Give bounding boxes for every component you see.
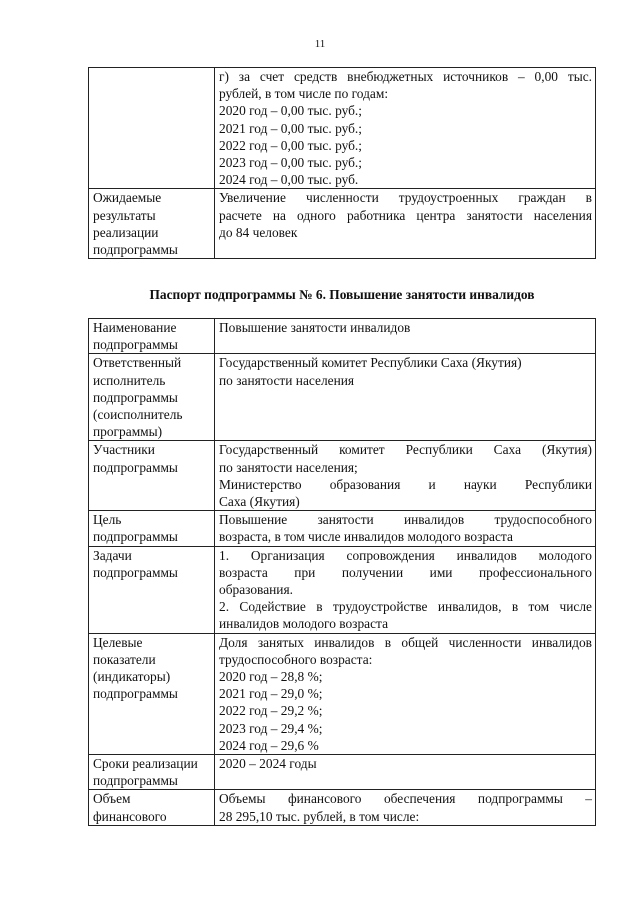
label-line: Задачи	[93, 547, 132, 563]
table-row-expected-results	[89, 189, 596, 259]
text-line: Саха (Якутия)	[219, 494, 300, 510]
text-line: до 84 человек	[219, 224, 298, 240]
text-line: Государственный комитет Республики Саха (Якутия)	[219, 442, 592, 458]
label-line: Цель	[93, 512, 122, 528]
table-row-extrabudgetary-funds	[89, 68, 596, 189]
passport-table-subprogram-6	[88, 318, 596, 826]
text-line: 2024 год – 0,00 тыс. руб.	[219, 172, 359, 188]
text-line: 2. Содействие в трудоустройстве инвалидов, в том числе	[219, 599, 592, 615]
row-label-name	[89, 319, 215, 354]
label-line: Участники	[93, 442, 155, 458]
label-line: Объем	[93, 791, 131, 807]
row-label-expected-results	[89, 189, 215, 259]
text-line: Повышение занятости инвалидов	[219, 320, 411, 335]
table-row-participants	[89, 441, 596, 511]
label-line: подпрограммы	[93, 773, 178, 789]
text-line: расчете на одного работника центра занятости населения	[219, 207, 592, 223]
label-line: подпрограммы	[93, 337, 178, 353]
text-line: 2022 год – 29,2 %;	[219, 703, 323, 719]
row-label-goal	[89, 511, 215, 546]
label-line: реализации	[93, 224, 159, 240]
row-label-participants	[89, 441, 215, 511]
text-line: 2020 год – 28,8 %;	[219, 669, 323, 685]
row-value-tasks	[215, 546, 596, 633]
label-line: (индикаторы)	[93, 669, 171, 685]
text-line: 2021 год – 29,0 %;	[219, 686, 323, 702]
label-line: подпрограммы	[93, 686, 178, 702]
row-label-target-indicators	[89, 633, 215, 754]
row-label-responsible-executor	[89, 354, 215, 441]
label-line: финансового	[93, 808, 167, 824]
text-line: инвалидов молодого возраста	[219, 616, 389, 632]
label-line: показатели	[93, 651, 156, 667]
text-line: 2020 – 2024 годы	[219, 756, 317, 772]
label-line: подпрограммы	[93, 389, 178, 405]
row-value-responsible-executor	[215, 354, 596, 441]
row-value-participants	[215, 441, 596, 511]
text-line: 2023 год – 0,00 тыс. руб.;	[219, 155, 362, 171]
table-row-goal	[89, 511, 596, 546]
text-line: 1. Организация сопровождения инвалидов молодого	[219, 547, 592, 563]
text-line: возраста при получении ими профессионального	[219, 564, 592, 580]
section-title: Паспорт подпрограммы № 6. Повышение занятости инвалидов	[149, 287, 535, 302]
row-label-tasks	[89, 546, 215, 633]
row-value-financing-volume	[215, 790, 596, 825]
text-line: Объемы финансового обеспечения подпрограммы –	[219, 791, 592, 807]
label-line: Целевые	[93, 634, 143, 650]
text-line: возраста, в том числе инвалидов молодого возраста	[219, 529, 513, 545]
text-line: 2022 год – 0,00 тыс. руб.;	[219, 137, 362, 153]
label-line: Сроки реализации	[93, 756, 198, 772]
label-line: подпрограммы	[93, 529, 178, 545]
label-line: подпрограммы	[93, 564, 178, 580]
text-line: образования.	[219, 582, 293, 598]
label-line: результаты	[93, 207, 156, 223]
row-value-implementation-period	[215, 755, 596, 790]
table-row-implementation-period	[89, 755, 596, 790]
label-line: (соисполнитель	[93, 407, 183, 423]
text-line: по занятости населения;	[219, 459, 358, 475]
row-value-goal	[215, 511, 596, 546]
label-line: Ожидаемые	[93, 190, 162, 206]
text-line: Государственный комитет Республики Саха (Якутия)	[219, 355, 522, 371]
text-line: Увеличение численности трудоустроенных граждан в	[219, 190, 592, 206]
row-value-extrabudgetary-funds	[215, 68, 596, 189]
text-line: рублей, в том числе по годам:	[219, 86, 389, 102]
label-line: программы)	[93, 424, 163, 440]
text-line: Министерство образования и науки Республики	[219, 476, 592, 492]
table-row-target-indicators	[89, 633, 596, 754]
label-line: подпрограммы	[93, 459, 178, 475]
table-row-responsible-executor	[89, 354, 596, 441]
table-row-financing-volume	[89, 790, 596, 825]
text-line: 28 295,10 тыс. рублей, в том числе:	[219, 808, 420, 824]
text-line: 2024 год – 29,6 %	[219, 737, 319, 753]
row-value-expected-results	[215, 189, 596, 259]
text-line: Доля занятых инвалидов в общей численности инвалидов	[219, 634, 592, 650]
row-label-empty	[89, 68, 215, 189]
page-number: 11	[314, 38, 326, 50]
label-line: подпрограммы	[93, 242, 178, 258]
row-label-implementation-period	[89, 755, 215, 790]
text-line: 2023 год – 29,4 %;	[219, 720, 323, 736]
text-line: по занятости населения	[219, 372, 355, 388]
label-line: Ответственный	[93, 355, 182, 371]
label-line: исполнитель	[93, 372, 166, 388]
row-value-target-indicators	[215, 633, 596, 754]
text-line: 2021 год – 0,00 тыс. руб.;	[219, 120, 362, 136]
row-label-financing-volume	[89, 790, 215, 825]
label-line: Наименование	[93, 320, 177, 335]
row-value-name	[215, 319, 596, 354]
table-row-tasks	[89, 546, 596, 633]
passport-table-continuation	[88, 67, 596, 259]
text-line: Повышение занятости инвалидов трудоспособного	[219, 512, 592, 528]
text-line: 2020 год – 0,00 тыс. руб.;	[219, 103, 362, 119]
text-line: г) за счет средств внебюджетных источников – 0,00 тыс.	[219, 69, 592, 84]
table-row-name	[89, 319, 596, 354]
text-line: трудоспособного возраста:	[219, 651, 373, 667]
